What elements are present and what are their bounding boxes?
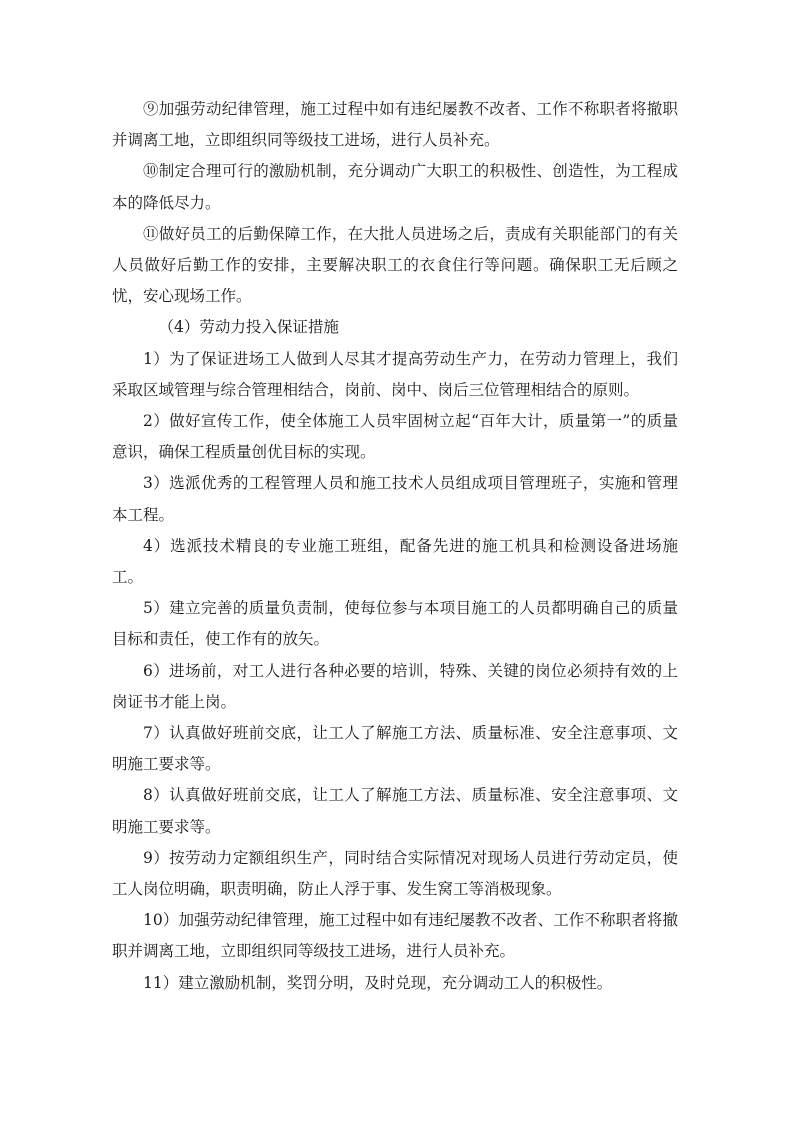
paragraph-measure-7: 7）认真做好班前交底，让工人了解施工方法、质量标准、安全注意事项、文明施工要求等。 bbox=[112, 724, 678, 774]
document-body bbox=[112, 94, 678, 999]
paragraph-measure-5: 5）建立完善的质量负责制，使每位参与本项目施工的人员都明确自己的质量目标和责任，使工作有的放矢。 bbox=[112, 599, 678, 649]
paragraph-measure-1: 1）为了保证进场工人做到人尽其才提高劳动生产力，在劳动力管理上，我们采取区域管理与综合管理相结合，岗前、岗中、岗后三位管理相结合的原则。 bbox=[112, 349, 678, 399]
paragraph-measure-2: 2）做好宣传工作，使全体施工人员牢固树立起“百年大计，质量第一”的质量意识，确保工程质量创优目标的实现。 bbox=[112, 412, 678, 462]
paragraph-item-9: ⑨加强劳动纪律管理，施工过程中如有违纪屡教不改者、工作不称职者将撤职并调离工地，立即组织同等级技工进场，进行人员补充。 bbox=[112, 100, 678, 150]
paragraph-measure-3: 3）选派优秀的工程管理人员和施工技术人员组成项目管理班子，实施和管理本工程。 bbox=[112, 474, 678, 524]
paragraph-measure-4: 4）选派技术精良的专业施工班组，配备先进的施工机具和检测设备进场施工。 bbox=[112, 536, 678, 587]
section-heading: （4）劳动力投入保证措施 bbox=[158, 318, 339, 337]
paragraph-measure-11: 11）建立激励机制，奖罚分明，及时兑现，充分调动工人的积极性。 bbox=[143, 973, 613, 992]
paragraph-item-10: ⑩制定合理可行的激励机制，充分调动广大职工的积极性、创造性，为工程成本的降低尽力。 bbox=[112, 162, 678, 212]
paragraph-measure-8: 8）认真做好班前交底，让工人了解施工方法、质量标准、安全注意事项、文明施工要求等。 bbox=[112, 786, 678, 836]
paragraph-item-11: ⑪做好员工的后勤保障工作，在大批人员进场之后，责成有关职能部门的有关人员做好后勤工作的安排，主要解决职工的衣食住行等问题。确保职工无后顾之忧，安心现场工作。 bbox=[112, 224, 678, 306]
paragraph-measure-10: 10）加强劳动纪律管理，施工过程中如有违纪屡教不改者、工作不称职者将撤职并调离工地，立即组织同等级技工进场，进行人员补充。 bbox=[112, 911, 678, 961]
paragraph-measure-9: 9）按劳动力定额组织生产，同时结合实际情况对现场人员进行劳动定员，使工人岗位明确，职责明确，防止人浮于事、发生窝工等消极现象。 bbox=[112, 848, 678, 899]
paragraph-measure-6: 6）进场前，对工人进行各种必要的培训，特殊、关键的岗位必须持有效的上岗证书才能上岗。 bbox=[112, 661, 678, 711]
